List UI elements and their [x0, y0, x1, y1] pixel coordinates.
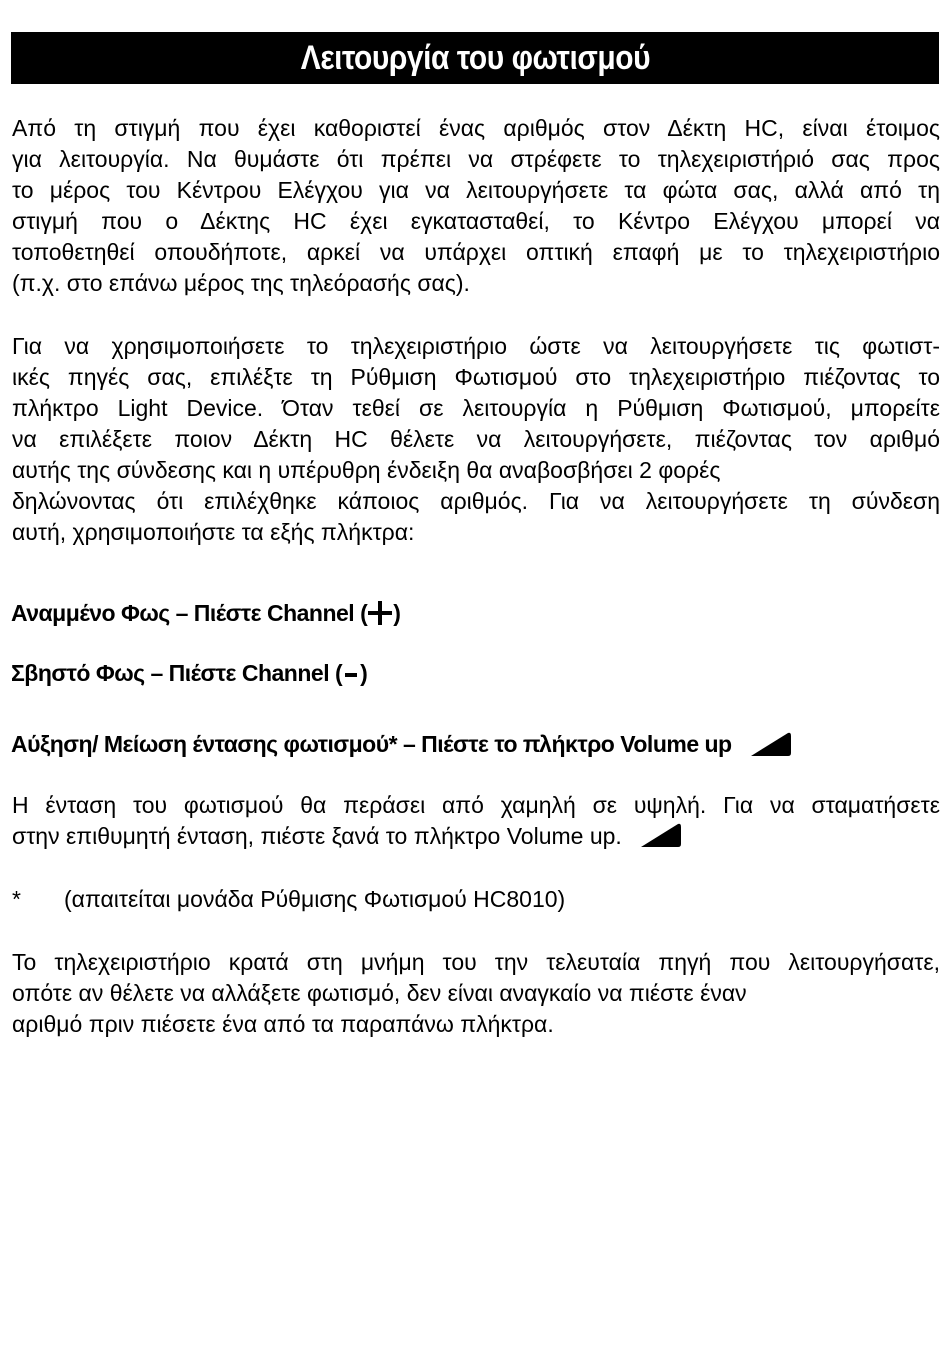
- text-line: Από τη στιγμή που έχει καθοριστεί ένας αριθμός στον Δέκτη HC, είναι έτοιμος: [12, 115, 940, 141]
- usage-paragraph: [12, 331, 940, 548]
- text-line: για λειτουργία. Να θυμάστε ότι πρέπει να στρέφετε το τηλεχειριστήριό σας προς: [12, 146, 940, 172]
- plus-icon: [368, 601, 392, 625]
- text-line: αυτής της σύνδεσης και η υπέρυθρη ένδειξη θα αναβοσβήσει 2 φορές: [12, 457, 721, 483]
- light-on-instruction: [11, 596, 400, 630]
- volume-paragraph: [12, 790, 940, 852]
- light-off-label: Σβηστό Φως – Πιέστε Channel (: [11, 659, 343, 686]
- footnote-text: (απαιτείται μονάδα Ρύθμισης Φωτισμού HC8010): [64, 886, 566, 912]
- text-line: ικές πηγές σας, επιλέξτε τη Ρύθμιση Φωτισμού στο τηλεχειριστήριο πιέζοντας το: [12, 364, 940, 390]
- light-off-instruction: [11, 656, 367, 690]
- memory-paragraph: [12, 947, 940, 1040]
- light-off-close: ): [360, 659, 368, 686]
- text-line: το μέρος του Κέντρου Ελέγχου για να λειτουργήσετε τα φώτα σας, αλλά από τη: [12, 177, 940, 203]
- text-line: πλήκτρο Light Device. Όταν τεθεί σε λειτουργία η Ρύθμιση Φωτισμού, μπορείτε: [12, 395, 940, 421]
- text-line: [12, 821, 940, 852]
- text-line: αριθμό πριν πιέσετε ένα από τα παραπάνω πλήκτρα.: [12, 1011, 554, 1037]
- text-line: Για να χρησιμοποιήσετε το τηλεχειριστήριο ώστε να λειτουργήσετε τις φωτιστ-: [12, 333, 940, 359]
- footnote-mark: *: [12, 886, 21, 912]
- volume-up-icon: [638, 822, 682, 848]
- dimmer-instruction: [11, 726, 792, 762]
- text-line: Το τηλεχειριστήριο κρατά στη μνήμη του την τελευταία πηγή που λειτουργήσατε,: [12, 949, 940, 975]
- dimmer-label: Αύξηση/ Μείωση έντασης φωτισμού* – Πιέστε το πλήκτρο Volume up: [11, 730, 732, 757]
- text-line: αυτή, χρησιμοποιήστε τα εξής πλήκτρα:: [12, 519, 415, 545]
- light-on-label: Αναμμένο Φως – Πιέστε Channel (: [11, 599, 368, 626]
- light-on-close: ): [393, 599, 401, 626]
- title-bar: [11, 32, 939, 84]
- text-line: στιγμή που ο Δέκτης HC έχει εγκατασταθεί, το Κέντρο Ελέγχου μπορεί να: [12, 208, 940, 234]
- volume-text: στην επιθυμητή ένταση, πιέστε ξανά το πλήκτρο Volume up.: [12, 823, 622, 849]
- text-line: δηλώνοντας ότι επιλέχθηκε κάποιος αριθμός. Για να λειτουργήσετε τη σύνδεση: [12, 488, 940, 514]
- text-line: (π.χ. στο επάνω μέρος της τηλεόρασής σας).: [12, 270, 470, 296]
- text-line: Η ένταση του φωτισμού θα περάσει από χαμηλή σε υψηλή. Για να σταματήσετε: [12, 792, 940, 818]
- volume-up-icon: [748, 731, 792, 757]
- page-title: Λειτουργία του φωτισμού: [300, 38, 650, 77]
- text-line: να επιλέξετε ποιον Δέκτη HC θέλετε να λειτουργήσετε, πιέζοντας τον αριθμό: [12, 426, 940, 452]
- text-line: τοποθετηθεί οπουδήποτε, αρκεί να υπάρχει οπτική επαφή με το τηλεχειριστήριο: [12, 239, 940, 265]
- minus-icon: [345, 673, 357, 677]
- intro-paragraph: [12, 113, 940, 299]
- text-line: οπότε αν θέλετε να αλλάξετε φωτισμό, δεν είναι αναγκαίο να πιέστε έναν: [12, 980, 747, 1006]
